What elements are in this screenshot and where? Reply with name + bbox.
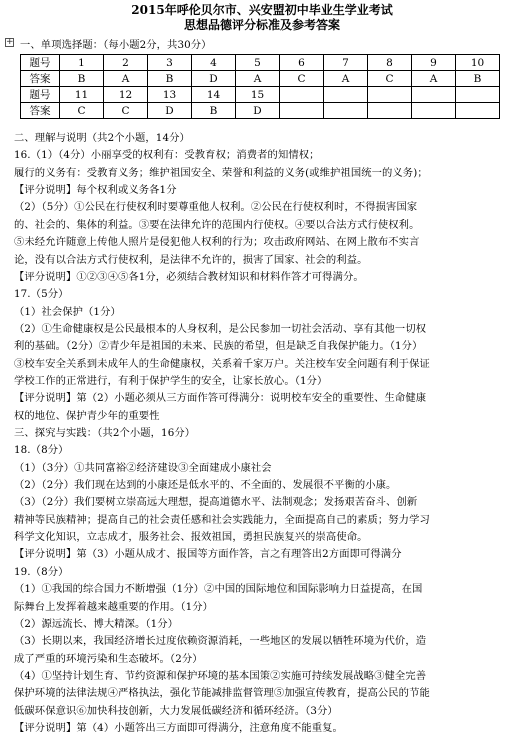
text-line: 【评分说明】每个权利或义务各1分 [14, 184, 177, 197]
table-cell: D [192, 71, 236, 87]
table-row-label: 答案 [21, 71, 60, 87]
table-cell: 4 [192, 55, 236, 71]
text-line: 二、理解与说明（共2个小题，14分） [14, 132, 190, 144]
table-row-label: 题号 [21, 55, 60, 71]
table-cell: 11 [60, 87, 104, 103]
table-cell: 1 [60, 55, 104, 71]
document-subtitle: 思想品德评分标准及参考答案 [183, 18, 340, 32]
table-cell: 3 [148, 55, 192, 71]
table-cell: 13 [148, 87, 192, 103]
text-line: 学校工作的正常进行，有利于保护学生的安全，让家长放心。（1分） [14, 374, 328, 387]
table-cell: 7 [324, 55, 368, 71]
table-cell: B [192, 103, 236, 119]
table-cell-empty [324, 87, 368, 103]
table-row-label: 题号 [21, 87, 60, 103]
table-row [21, 103, 500, 119]
text-line: 低碳环保意识⑥加快科技创新，大力发展低碳经济和循环经济。（3分） [14, 704, 338, 717]
table-cell: 15 [236, 87, 280, 103]
text-line: （2）（5分）①公民在行使权利时要尊重他人权利。②公民在行使权利时，不得损害国家 [14, 201, 418, 214]
text-line: 履行的义务有：受教育义务；维护祖国安全、荣誉和利益的义务(或维护祖国统一的义务)； [14, 166, 428, 179]
text-line: 16.（1）（4分）小丽享受的权利有：受教育权；消费者的知情权； [14, 149, 320, 162]
table-cell: 5 [236, 55, 280, 71]
text-line: 际舞台上发挥着越来越重要的作用。（1分） [14, 600, 214, 613]
table-cell: 10 [456, 55, 500, 71]
table-cell-empty [368, 103, 412, 119]
table-cell: A [324, 71, 368, 87]
table-cell-empty [456, 87, 500, 103]
text-line: （2）源远流长、博大精深。（1分） [14, 617, 179, 630]
table-cell-empty [280, 87, 324, 103]
text-line: 论，没有以合法方式行使权利，是法律不允许的，损害了国家、社会的利益。 [14, 253, 368, 266]
table-cell: 2 [104, 55, 148, 71]
text-line: （1）（3分）①共同富裕②经济建设③全面建成小康社会 [14, 461, 272, 474]
table-row [21, 55, 500, 71]
table-cell: C [104, 103, 148, 119]
table-cell: A [236, 71, 280, 87]
text-line: 保护环境的法律法规④严格执法，强化节能减排监督管理⑤加强宣传教育，提高公民的节能 [14, 687, 430, 700]
text-line: （4）①坚持计划生育、节约资源和保护环境的基本国策②实施可持续发展战略③健全完善 [14, 669, 427, 682]
table-cell: D [236, 103, 280, 119]
table-cell: B [148, 71, 192, 87]
text-line: 成了严重的环境污染和生态破坏。（2分） [14, 652, 203, 665]
text-line: 19.（8分） [14, 565, 69, 578]
table-cell: C [368, 71, 412, 87]
text-line: ⑤未经允许随意上传他人照片是侵犯他人权利的行为；攻击政府网站、在网上散布不实言 [14, 236, 420, 249]
table-row [21, 87, 500, 103]
table-cell-empty [280, 103, 324, 119]
answer-table [20, 54, 500, 119]
table-cell: 12 [104, 87, 148, 103]
text-line: （3）长期以来，我国经济增长过度依赖资源消耗，一些地区的发展以牺牲环境为代价，造 [14, 635, 427, 648]
text-line: 权的地位、保护青少年的重要性 [14, 409, 160, 422]
table-cell: 6 [280, 55, 324, 71]
table-cell: B [60, 71, 104, 87]
text-line: （1）社会保护（1分） [14, 305, 121, 318]
table-cell: 8 [368, 55, 412, 71]
text-line: （2）①生命健康权是公民最根本的人身权利，是公民参加一切社会活动、享有其他一切权 [14, 322, 427, 335]
section1-title: 一、单项选择题：（每小题2分，共30分） [20, 39, 212, 51]
table-cell: D [148, 103, 192, 119]
table-cell-empty [324, 103, 368, 119]
text-line: 【评分说明】第（4）小题答出三方面即可得满分，注意角度不能重复。 [14, 721, 343, 734]
table-cell: C [60, 103, 104, 119]
text-line: 精神等民族精神；提高自己的社会责任感和社会实践能力，全面提高自己的素质；努力学习 [14, 513, 430, 526]
table-move-handle-icon[interactable]: + [6, 37, 14, 47]
table-cell: C [280, 71, 324, 87]
table-cell-empty [456, 103, 500, 119]
table-cell-empty [412, 87, 456, 103]
table-cell-empty [412, 103, 456, 119]
table-cell-empty [368, 87, 412, 103]
table-row-label: 答案 [21, 103, 60, 119]
table-cell: B [456, 71, 500, 87]
text-line: 18.（8分） [14, 444, 69, 457]
text-line: 【评分说明】第（2）小题必须从三方面作答可得满分：说明校车安全的重要性、生命健康 [14, 392, 427, 405]
text-line: 的、社会的、集体的利益。③要在法律允许的范围内行使权。④要以合法方式行使权利。 [14, 218, 420, 231]
document-title: 2015年呼伦贝尔市、兴安盟初中毕业生学业考试 [131, 3, 393, 17]
text-line: 17.（5分） [14, 288, 69, 301]
table-cell: 9 [412, 55, 456, 71]
text-line: 【评分说明】第（3）小题从成才、报国等方面作答，言之有理答出2方面即可得满分 [14, 548, 402, 561]
table-cell: A [104, 71, 148, 87]
text-line: （3）（2分）我们要树立崇高远大理想，提高道德水平、法制观念；发扬艰苦奋斗、创新 [14, 496, 418, 509]
text-line: （1）①我国的综合国力不断增强（1分）②中国的国际地位和国际影响力日益提高，在国 [14, 583, 423, 596]
text-line: ③校车安全关系到未成年人的生命健康权，关系着千家万户。关注校车安全问题有利于保证 [14, 357, 430, 370]
text-line: 利的基础。（2分）②青少年是祖国的未来、民族的希望，但是缺乏自我保护能力。（1分） [14, 340, 423, 353]
table-cell: A [412, 71, 456, 87]
text-line: 科学文化知识，立志成才，服务社会、报效祖国，勇担民族复兴的崇高使命。 [14, 531, 368, 543]
table-cell: 14 [192, 87, 236, 103]
text-line: 三、探究与实践：（共2个小题，16分） [14, 427, 196, 439]
table-row [21, 71, 500, 87]
text-line: 【评分说明】①②③④⑤各1分，必须结合教材知识和材料作答才可得满分。 [14, 270, 364, 283]
text-line: （2）（2分）我们现在达到的小康还是低水平的、不全面的、发展很不平衡的小康。 [14, 479, 397, 491]
